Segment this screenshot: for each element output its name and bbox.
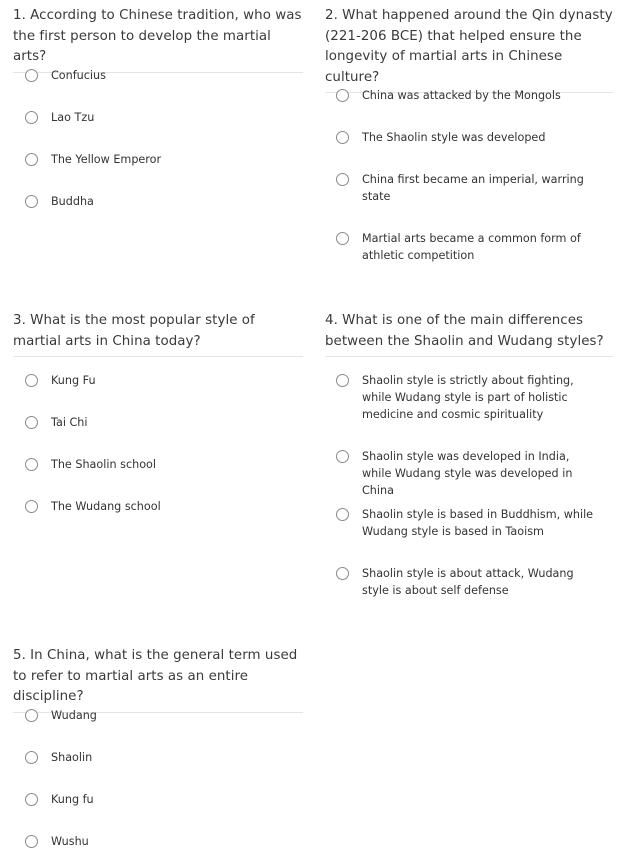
question-1-prompt: 1. According to Chinese tradition, who was the first person to develop the martial arts? bbox=[13, 8, 302, 64]
option-label: Buddha bbox=[51, 195, 94, 208]
option-label: Shaolin style is strictly about fighting, while Wudang style is part of holistic medicine and cosmic spirituality bbox=[362, 374, 574, 421]
question-5-option-4[interactable] bbox=[25, 833, 89, 850]
question-2-option-2[interactable] bbox=[336, 129, 606, 146]
radio-button[interactable] bbox=[25, 416, 38, 429]
question-1 bbox=[13, 6, 303, 73]
option-label: The Shaolin style was developed bbox=[362, 131, 546, 144]
question-5-option-2[interactable] bbox=[25, 749, 92, 766]
radio-button[interactable] bbox=[336, 374, 349, 387]
question-3-prompt: 3. What is the most popular style of martial arts in China today? bbox=[13, 313, 255, 349]
question-3 bbox=[13, 311, 303, 357]
option-label: Lao Tzu bbox=[51, 111, 95, 124]
radio-button[interactable] bbox=[336, 131, 349, 144]
question-4-option-4[interactable] bbox=[336, 565, 598, 599]
option-label: Martial arts became a common form of athletic competition bbox=[362, 232, 581, 262]
question-2-prompt: 2. What happened around the Qin dynasty (221-206 BCE) that helped ensure the longevity of martial arts in Chinese culture? bbox=[325, 8, 613, 85]
question-4-option-1[interactable] bbox=[336, 372, 598, 423]
radio-button[interactable] bbox=[336, 232, 349, 245]
option-label: Kung fu bbox=[51, 793, 94, 806]
option-label: Shaolin style is based in Buddhism, while Wudang style is based in Taoism bbox=[362, 508, 594, 538]
radio-button[interactable] bbox=[336, 450, 349, 463]
question-4-option-2[interactable] bbox=[336, 448, 598, 499]
radio-button[interactable] bbox=[25, 793, 38, 806]
option-label: Shaolin bbox=[51, 751, 93, 764]
question-4 bbox=[325, 311, 613, 357]
radio-button[interactable] bbox=[25, 751, 38, 764]
option-label: The Yellow Emperor bbox=[51, 153, 162, 166]
radio-button[interactable] bbox=[25, 835, 38, 848]
question-2-option-3[interactable] bbox=[336, 171, 586, 205]
radio-button[interactable] bbox=[25, 500, 38, 513]
question-4-prompt: 4. What is one of the main differences between the Shaolin and Wudang styles? bbox=[325, 313, 604, 349]
radio-button[interactable] bbox=[25, 69, 38, 82]
radio-button[interactable] bbox=[336, 508, 349, 521]
question-3-divider bbox=[13, 356, 303, 357]
question-3-option-3[interactable] bbox=[25, 456, 156, 473]
question-1-option-4[interactable] bbox=[25, 193, 94, 210]
question-3-option-2[interactable] bbox=[25, 414, 88, 431]
option-label: Wudang bbox=[51, 709, 97, 722]
question-2-option-1[interactable] bbox=[336, 87, 606, 104]
radio-button[interactable] bbox=[25, 709, 38, 722]
option-label: The Wudang school bbox=[51, 500, 161, 513]
option-label: Wushu bbox=[51, 835, 89, 848]
radio-button[interactable] bbox=[25, 374, 38, 387]
radio-button[interactable] bbox=[336, 567, 349, 580]
question-1-option-1[interactable] bbox=[25, 67, 106, 84]
option-label: Confucius bbox=[51, 69, 106, 82]
option-label: Shaolin style is about attack, Wudang style is about self defense bbox=[362, 567, 574, 597]
question-5-option-3[interactable] bbox=[25, 791, 94, 808]
radio-button[interactable] bbox=[25, 153, 38, 166]
question-5-prompt: 5. In China, what is the general term used to refer to martial arts as an entire discipline? bbox=[13, 648, 298, 704]
question-1-option-2[interactable] bbox=[25, 109, 94, 126]
question-3-option-1[interactable] bbox=[25, 372, 96, 389]
radio-button[interactable] bbox=[25, 458, 38, 471]
option-label: Tai Chi bbox=[51, 416, 88, 429]
question-5-option-1[interactable] bbox=[25, 707, 97, 724]
option-label: Kung Fu bbox=[51, 374, 96, 387]
radio-button[interactable] bbox=[336, 89, 349, 102]
option-label: Shaolin style was developed in India, while Wudang style was developed in China bbox=[362, 450, 573, 497]
radio-button[interactable] bbox=[25, 195, 38, 208]
question-4-option-3[interactable] bbox=[336, 506, 598, 540]
question-5 bbox=[13, 646, 303, 713]
question-2 bbox=[325, 6, 613, 93]
option-label: The Shaolin school bbox=[51, 458, 156, 471]
option-label: China was attacked by the Mongols bbox=[362, 89, 561, 102]
radio-button[interactable] bbox=[25, 111, 38, 124]
question-4-divider bbox=[325, 356, 613, 357]
question-3-option-4[interactable] bbox=[25, 498, 161, 515]
question-2-option-4[interactable] bbox=[336, 230, 586, 264]
radio-button[interactable] bbox=[336, 173, 349, 186]
option-label: China first became an imperial, warring state bbox=[362, 173, 584, 203]
question-1-option-3[interactable] bbox=[25, 151, 161, 168]
